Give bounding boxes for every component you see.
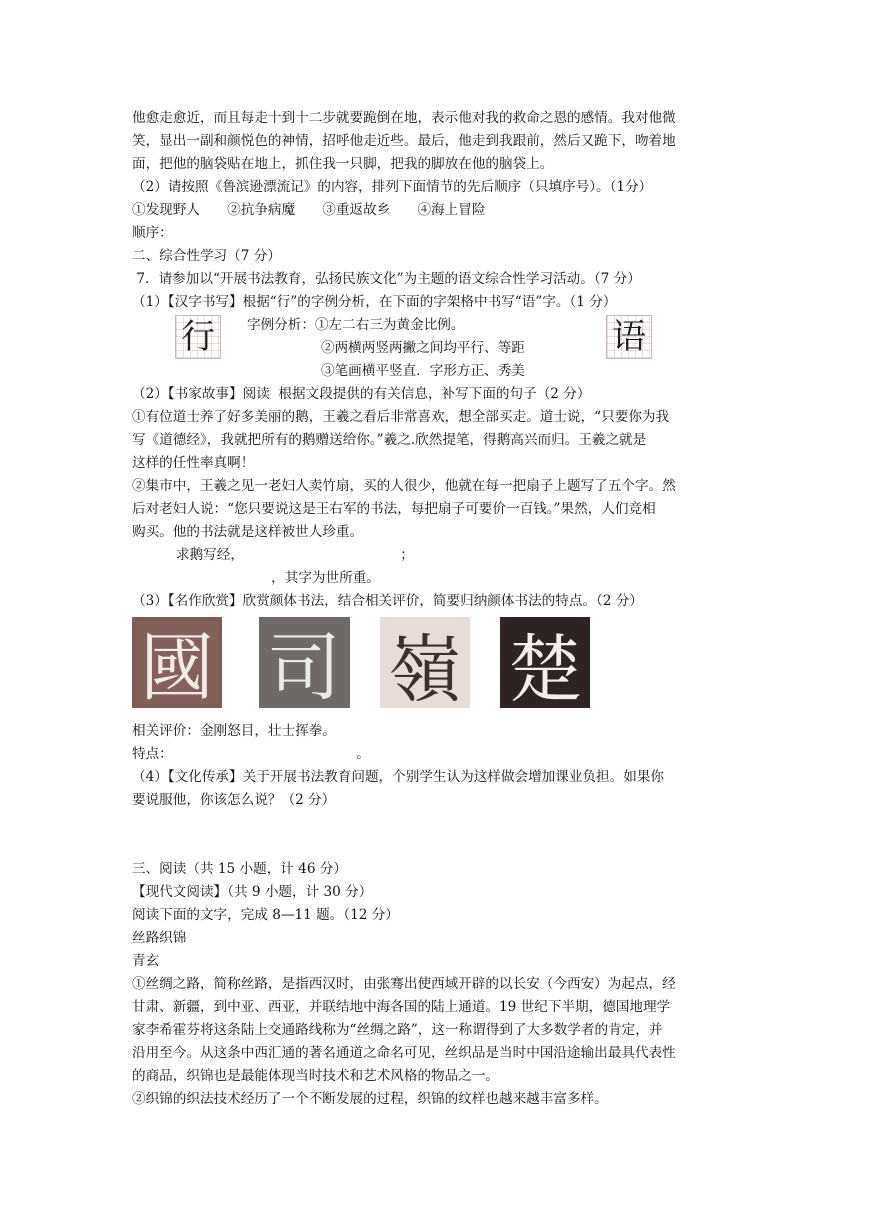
question-7-3: （3）【名作欣赏】欣赏颜体书法，结合相关评价，简要归纳颜体书法的特点。（2 分） [132,593,643,609]
text-line: 他愈走愈近，而且每走十到十二步就要跪倒在地，表示他对我的救命之恩的感情。我对他微 [132,110,676,126]
article-title: 丝路织锦 [132,930,187,946]
article-line: ②织锦的织法技术经历了一个不断发展的过程，织锦的纹样也越来越丰富多样。 [132,1091,608,1107]
calligraphy-char: 國 [140,625,214,708]
article-line: 家李希霍芬将这条陆上交通路线称为“丝绸之路”，这一称谓得到了大多数学者的肯定，并 [132,1022,663,1038]
calligraphy-image-guo [132,617,222,708]
question-7-4-cont: 要说服他，你该怎么说？（2 分） [132,792,336,808]
reading-instruction: 阅读下面的文字，完成 8—11 题。（12 分） [132,907,399,923]
section-3-sub: 【现代文阅读】（共 9 小题，计 30 分） [132,884,373,900]
example-char: 行 [181,317,215,357]
fill-line-1: 求鹅写经， ； [176,547,414,563]
analysis-line: ②两横两竖两撇之间均平行、等距 [321,340,525,356]
article-line: 沿用至今。从这条中西汇通的著名通道之命名可见，丝织品是当时中国沿途输出最具代表性 [132,1045,676,1061]
calligraphy-image-si [259,617,350,708]
question-6-2: （2）请按照《鲁滨逊漂流记》的内容，排列下面情节的先后顺序（只填序号）。（1分） [132,179,653,195]
calligraphy-image-ling [380,617,470,708]
story-line: ①有位道士养了好多美丽的鹅，王羲之看后非常喜欢，想全部买走。道士说，“只要你为我 [132,409,670,425]
options-line: ①发现野人 ②抗争病魔 ③重返故乡 ④海上冒险 [132,202,486,218]
question-7-2: （2）【书家故事】阅读 根据文段提供的有关信息，补写下面的句子（2 分） [132,386,591,402]
analysis-line: ③笔画横平竖直．字形方正、秀美 [321,363,525,379]
story-line: 购买。他的书法就是这样被世人珍重。 [132,524,364,540]
fill-line-2: ，其字为世所重。 [176,570,380,586]
calligraphy-char: 楚 [508,627,582,708]
story-line: ②集市中，王羲之见一老妇人卖竹扇，买的人很少，他就在每一把扇子上题写了五个字。然 [132,478,676,494]
order-label: 顺序： [132,225,173,241]
question-7-4: （4）【文化传承】关于开展书法教育问题，个别学生认为这样做会增加课业负担。如果你 [132,769,665,785]
question-7-1: （1）【汉字书写】根据“行”的字例分析，在下面的字架格中书写“语”字。（1 分） [132,294,617,310]
story-line: 写《道德经》，我就把所有的鹅赠送给你。”羲之.欣然提笔，得鹅高兴而归。王羲之就是 [132,432,647,448]
section-2-heading: 二、综合性学习（7 分） [132,248,281,264]
text-line: 面，把他的脑袋贴在地上，抓住我一只脚，把我的脚放在他的脑袋上。 [132,156,554,172]
calligraphy-char: 司 [267,625,341,708]
article-line: 的商品，织锦也是最能体现当时技术和艺术风格的物品之一。 [132,1068,500,1084]
text-line: 笑，显出一副和颜悦色的神情，招呼他走近些。最后，他走到我跟前，然后又跪下，吻着地 [132,133,676,149]
analysis-line: 字例分析：①左二右三为黄金比例。 [247,317,465,333]
article-line: 甘肃、新疆，到中亚、西亚，并联结地中海各国的陆上通道。19 世纪下半期，德国地理学 [132,999,671,1015]
example-char-grid [175,315,221,359]
article-line: ①丝绸之路，简称丝路，是指西汉时，由张骞出使西域开辟的以长安（今西安）为起点，经 [132,976,676,992]
target-char-grid [606,315,652,359]
question-7: 7．请参加以“开展书法教育，弘扬民族文化”为主题的语文综合性学习活动。（7 分） [132,271,641,287]
article-author: 青玄 [132,953,160,969]
story-line: 这样的任性率真啊！ [132,455,255,471]
target-char: 语 [612,317,646,357]
feature-line: 特点： 。 [132,746,370,762]
calligraphy-image-chu [500,617,590,708]
story-line: 后对老妇人说：“您只要说这是王右军的书法，每把扇子可要价一百钱。”果然，人们竞相 [132,501,656,517]
calligraphy-char: 嶺 [388,627,462,708]
evaluation-line: 相关评价：金刚怒目，壮士挥拳。 [132,723,336,739]
section-3-heading: 三、阅读（共 15 小题，计 46 分） [132,861,348,877]
